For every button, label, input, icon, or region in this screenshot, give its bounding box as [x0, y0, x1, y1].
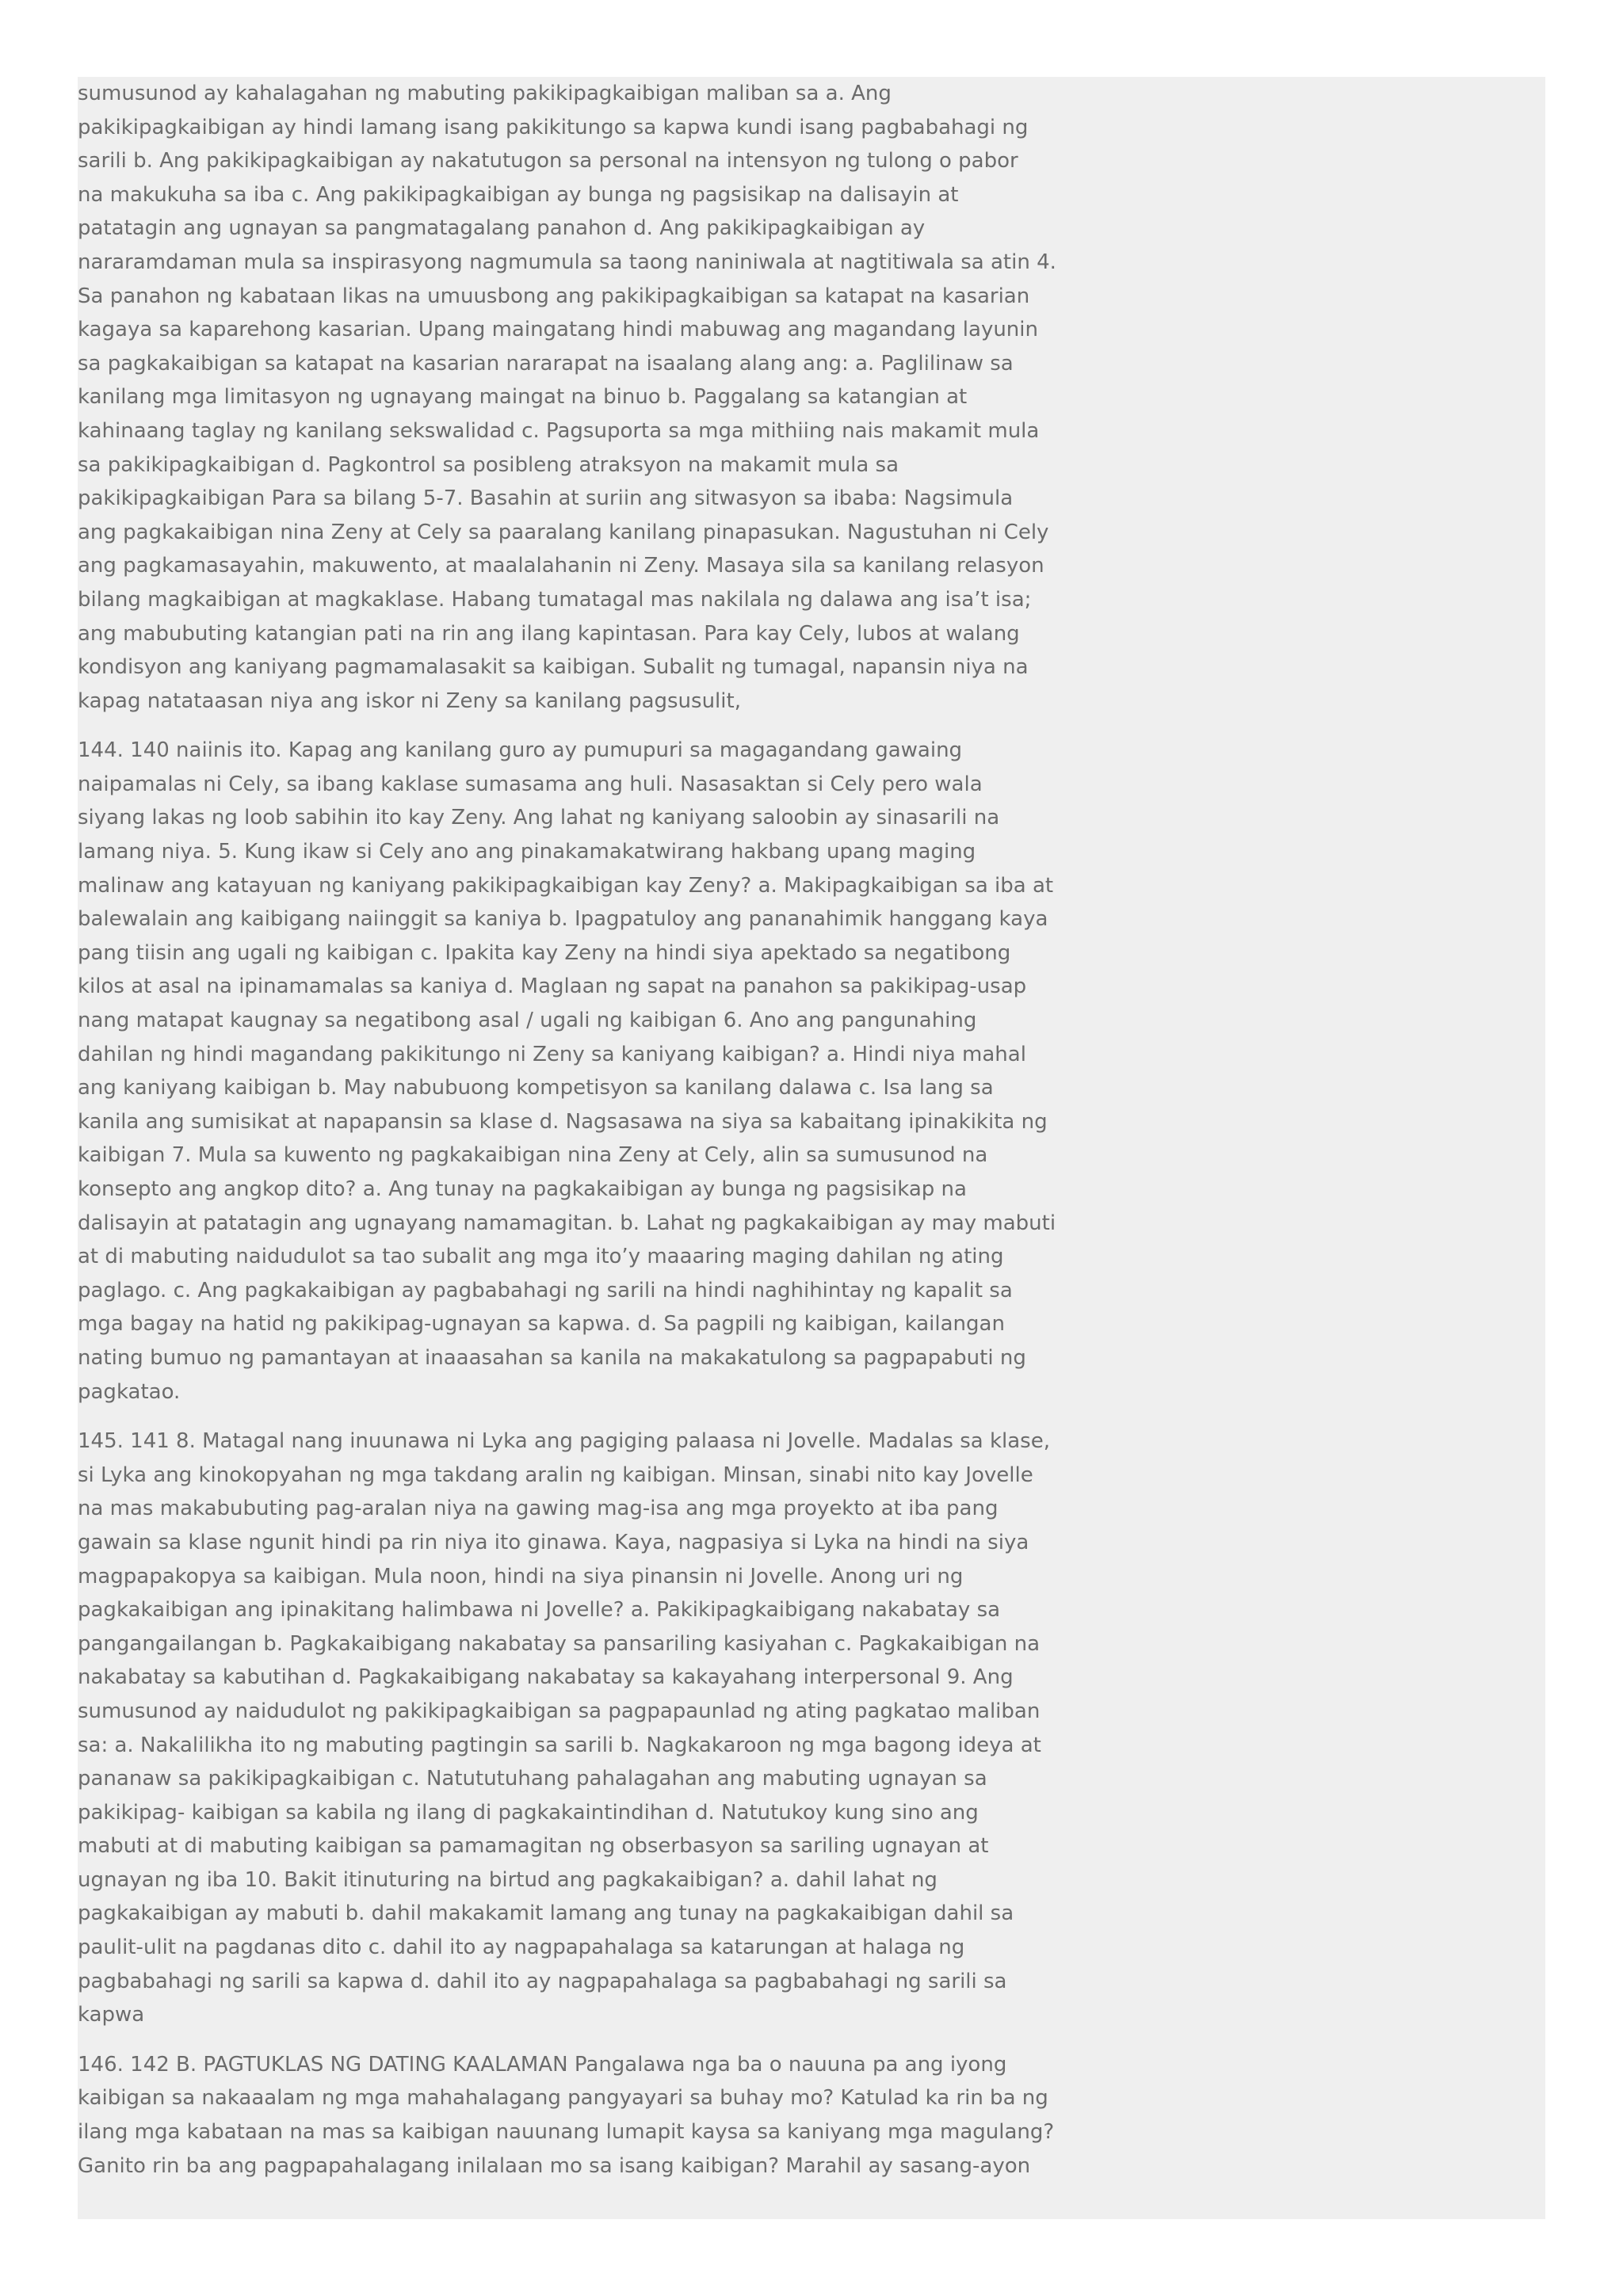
- text-line: at di mabuting naidudulot sa tao subalit ang mga ito’y maaaring maging dahilan ng ating: [78, 1245, 1004, 1269]
- text-line: kapwa: [78, 2003, 145, 2027]
- text-line: sarili b. Ang pakikipagkaibigan ay nakatutugon sa personal na intensyon ng tulong o pabor: [78, 149, 1018, 174]
- text-line: paglago. c. Ang pagkakaibigan ay pagbabahagi ng sarili na hindi naghihintay ng kapalit sa: [78, 1278, 1013, 1302]
- text-line: konsepto ang angkop dito? a. Ang tunay na pagkakaibigan ay bunga ng pagsisikap na: [78, 1177, 967, 1201]
- text-line: kanila ang sumisikat at napapansin sa klase d. Nagsasawa na siya sa kabaitang ipinakikita ng: [78, 1109, 1048, 1134]
- text-line: patatagin ang ugnayan sa pangmatagalang panahon d. Ang pakikipagkaibigan ay: [78, 216, 926, 241]
- paragraph-1: [78, 77, 1060, 718]
- text-line: pakikipagkaibigan ay hindi lamang isang pakikitungo sa kapwa kundi isang pagbabahagi ng: [78, 115, 1029, 139]
- text-line: sa pagkakaibigan sa katapat na kasarian nararapat na isaalang alang ang: a. Paglilinaw sa: [78, 351, 1014, 376]
- text-line: kondisyon ang kaniyang pagmamalasakit sa kaibigan. Subalit ng tumagal, napansin niya na: [78, 655, 1029, 680]
- text-line: bilang magkaibigan at magkaklase. Habang tumatagal mas nakilala ng dalawa ang isa’t isa;: [78, 587, 1032, 612]
- text-line: nang matapat kaugnay sa negatibong asal / ugali ng kaibigan 6. Ano ang pangunahing: [78, 1009, 977, 1033]
- text-line: magpapakopya sa kaibigan. Mula noon, hindi na siya pinansin ni Jovelle. Anong uri ng: [78, 1564, 964, 1589]
- text-line: kanilang mga limitasyon ng ugnayang maingat na binuo b. Paggalang sa katangian at: [78, 385, 968, 410]
- paragraph-3: [78, 1425, 1060, 2032]
- paragraph-2: [78, 734, 1060, 1409]
- text-line: Ganito rin ba ang pagpapahalagang inilalaan mo sa isang kaibigan? Marahil ay sasang-ayon: [78, 2153, 1031, 2178]
- text-line: nararamdaman mula sa inspirasyong nagmumula sa taong naniniwala at nagtitiwala sa atin 4.: [78, 250, 1056, 274]
- text-line: pagkakaibigan ang ipinakitang halimbawa ni Jovelle? a. Pakikipagkaibigang nakabatay sa: [78, 1598, 1001, 1623]
- text-line: kagaya sa kaparehong kasarian. Upang maingatang hindi mabuwag ang magandang layunin: [78, 318, 1038, 342]
- text-line: pagkatao.: [78, 1379, 181, 1404]
- text-line: kahinaang taglay ng kanilang sekswalidad c. Pagsuporta sa mga mithiing nais makamit mula: [78, 418, 1040, 443]
- text-line: na mas makabubuting pag-aralan niya na gawing mag-isa ang mga proyekto at iba pang: [78, 1497, 999, 1521]
- text-line: kapag natataasan niya ang iskor ni Zeny sa kanilang pagsusulit,: [78, 688, 741, 713]
- text-line: pang tiisin ang ugali ng kaibigan c. Ipakita kay Zeny na hindi siya apektado sa negatibong: [78, 940, 1011, 965]
- text-line: balewalain ang kaibigang naiinggit sa kaniya b. Ipagpatuloy ang pananahimik hanggang kaya: [78, 907, 1048, 932]
- text-line: kaibigan sa nakaaalam ng mga mahahalagang pangyayari sa buhay mo? Katulad ka rin ba ng: [78, 2086, 1048, 2111]
- text-line: pagkakaibigan ay mabuti b. dahil makakamit lamang ang tunay na pagkakaibigan dahil sa: [78, 1901, 1014, 1926]
- text-line: ugnayan ng iba 10. Bakit itinuturing na birtud ang pagkakaibigan? a. dahil lahat ng: [78, 1867, 938, 1892]
- text-line: gawain sa klase ngunit hindi pa rin niya ito ginawa. Kaya, nagpasiya si Lyka na hindi na siya: [78, 1530, 1029, 1554]
- text-line: pakikipagkaibigan Para sa bilang 5-7. Basahin at suriin ang sitwasyon sa ibaba: Nagsimula: [78, 486, 1014, 511]
- text-line: pakikipag- kaibigan sa kabila ng ilang di pagkakaintindihan d. Natutukoy kung sino ang: [78, 1800, 979, 1825]
- text-line: pangangailangan b. Pagkakaibigang nakabatay sa pansariling kasiyahan c. Pagkakaibigan na: [78, 1631, 1041, 1656]
- text-line: 144. 140 naiinis ito. Kapag ang kanilang guro ay pumupuri sa magagandang gawaing: [78, 738, 963, 763]
- text-line: kilos at asal na ipinamamalas sa kaniya d. Maglaan ng sapat na panahon sa pakikipag-usap: [78, 974, 1027, 999]
- text-line: 146. 142 B. PAGTUKLAS NG DATING KAALAMAN Pangalawa nga ba o nauuna pa ang iyong: [78, 2052, 1007, 2077]
- text-line: ilang mga kabataan na mas sa kaibigan nauunang lumapit kaysa sa kaniyang mga magulang?: [78, 2120, 1055, 2145]
- text-line: pananaw sa pakikipagkaibigan c. Natututuhang pahalagahan ang mabuting ugnayan sa: [78, 1767, 987, 1791]
- text-line: malinaw ang katayuan ng kaniyang pakikipagkaibigan kay Zeny? a. Makipagkaibigan sa iba at: [78, 873, 1054, 898]
- text-line: ang pagkamasayahin, makuwento, at maalalahanin ni Zeny. Masaya sila sa kanilang relasyon: [78, 554, 1044, 578]
- text-line: paulit-ulit na pagdanas dito c. dahil ito ay nagpapahalaga sa katarungan at halaga ng: [78, 1936, 965, 1960]
- text-line: nakabatay sa kabutihan d. Pagkakaibigang nakabatay sa kakayahang interpersonal 9. Ang: [78, 1665, 1014, 1690]
- text-line: nating bumuo ng pamantayan at inaaasahan sa kanila na makakatulong sa pagpapabuti ng: [78, 1345, 1026, 1370]
- text-line: Sa panahon ng kabataan likas na umuusbong ang pakikipagkaibigan sa katapat na kasarian: [78, 284, 1030, 308]
- text-line: sa: a. Nakalilikha ito ng mabuting pagtingin sa sarili b. Nagkakaroon ng mga bagong ideya at: [78, 1733, 1041, 1757]
- text-line: siyang lakas ng loob sabihin ito kay Zeny. Ang lahat ng kaniyang saloobin ay sinasarili na: [78, 806, 1000, 830]
- text-line: pagbabahagi ng sarili sa kapwa d. dahil ito ay nagpapahalaga sa pagbabahagi ng sarili sa: [78, 1969, 1007, 1993]
- text-line: kaibigan 7. Mula sa kuwento ng pagkakaibigan nina Zeny at Cely, alin sa sumusunod na: [78, 1143, 988, 1168]
- text-line: dahilan ng hindi magandang pakikitungo ni Zeny sa kaniyang kaibigan? a. Hindi niya mahal: [78, 1042, 1026, 1066]
- text-line: mga bagay na hatid ng pakikipag-ugnayan sa kapwa. d. Sa pagpili ng kaibigan, kailangan: [78, 1312, 1005, 1337]
- text-line: naipamalas ni Cely, sa ibang kaklase sumasama ang huli. Nasasaktan si Cely pero wala: [78, 772, 983, 796]
- text-line: lamang niya. 5. Kung ikaw si Cely ano ang pinakamakatwirang hakbang upang maging: [78, 840, 976, 864]
- text-line: si Lyka ang kinokopyahan ng mga takdang aralin ng kaibigan. Minsan, sinabi nito kay Jovelle: [78, 1463, 1033, 1487]
- document-text: [78, 77, 1060, 2199]
- text-line: ang mabubuting katangian pati na rin ang ilang kapintasan. Para kay Cely, lubos at walang: [78, 621, 1020, 646]
- paragraph-4: [78, 2048, 1060, 2183]
- text-line: 145. 141 8. Matagal nang inuunawa ni Lyka ang pagiging palaasa ni Jovelle. Madalas sa klase,: [78, 1429, 1050, 1454]
- text-line: ang pagkakaibigan nina Zeny at Cely sa paaralang kanilang pinapasukan. Nagustuhan ni Cely: [78, 520, 1049, 544]
- text-line: dalisayin at patatagin ang ugnayang namamagitan. b. Lahat ng pagkakaibigan ay may mabuti: [78, 1211, 1056, 1235]
- text-line: ang kaniyang kaibigan b. May nabubuong kompetisyon sa kanilang dalawa c. Isa lang sa: [78, 1076, 994, 1100]
- text-line: sa pakikipagkaibigan d. Pagkontrol sa posibleng atraksyon na makamit mula sa: [78, 452, 899, 477]
- text-line: mabuti at di mabuting kaibigan sa pamamagitan ng obserbasyon sa sariling ugnayan at: [78, 1834, 989, 1859]
- text-line: sumusunod ay naidudulot ng pakikipagkaibigan sa pagpapaunlad ng ating pagkatao maliban: [78, 1699, 1041, 1723]
- text-line: sumusunod ay kahalagahan ng mabuting pakikipagkaibigan maliban sa a. Ang: [78, 82, 892, 105]
- text-line: na makukuha sa iba c. Ang pakikipagkaibigan ay bunga ng pagsisikap na dalisayin at: [78, 182, 959, 207]
